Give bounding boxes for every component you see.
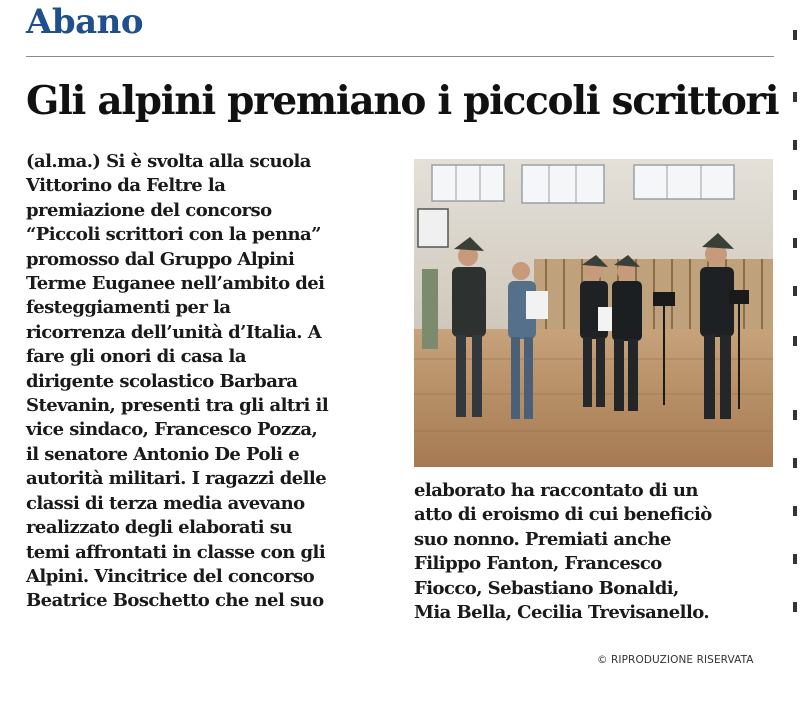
text-fragment xyxy=(793,602,797,612)
body-line: Stevanin, presenti tra gli altri il xyxy=(26,395,329,417)
section-label: Abano xyxy=(26,2,144,42)
body-line: dirigente scolastico Barbara xyxy=(26,370,298,392)
text-fragment xyxy=(793,336,797,346)
body-line: fare gli onori di casa la xyxy=(26,346,246,368)
body-line: Terme Euganee nell’ambito dei xyxy=(26,273,325,295)
body-line: il senatore Antonio De Poli e xyxy=(26,443,300,465)
body-line: Fiocco, Sebastiano Bonaldi, xyxy=(414,577,679,599)
adjacent-column-fragment xyxy=(793,0,801,725)
text-fragment xyxy=(793,410,797,420)
section-divider xyxy=(26,56,774,57)
article-column-2 xyxy=(414,479,779,625)
body-line: promosso dal Gruppo Alpini xyxy=(26,248,295,270)
body-line: temi affrontati in classe con gli xyxy=(26,541,326,563)
body-line: Alpini. Vincitrice del concorso xyxy=(26,565,315,587)
body-line: autorità militari. I ragazzi delle xyxy=(26,468,327,490)
text-fragment xyxy=(793,140,797,150)
body-line: (al.ma.) Si è svolta alla scuola xyxy=(26,151,311,172)
body-line: Filippo Fanton, Francesco xyxy=(414,553,662,575)
body-line: realizzato degli elaborati su xyxy=(26,517,292,539)
body-line: premiazione del concorso xyxy=(26,199,272,221)
text-fragment xyxy=(793,506,797,516)
text-fragment xyxy=(793,92,797,102)
body-line: atto di eroismo di cui beneficiò xyxy=(414,504,712,526)
article-photo xyxy=(414,159,773,467)
body-line: classi di terza media avevano xyxy=(26,492,305,514)
text-fragment xyxy=(793,554,797,564)
text-fragment xyxy=(793,286,797,296)
text-fragment xyxy=(793,190,797,200)
copyright-notice: © RIPRODUZIONE RISERVATA xyxy=(597,654,754,666)
article-column-1 xyxy=(26,150,401,614)
body-line: Vittorino da Feltre la xyxy=(26,175,226,197)
body-line: suo nonno. Premiati anche xyxy=(414,528,671,550)
gym-ceremony-illustration xyxy=(414,159,773,467)
text-fragment xyxy=(793,458,797,468)
text-fragment xyxy=(793,30,797,40)
body-line: festeggiamenti per la xyxy=(26,297,231,319)
body-line: ricorrenza dell’unità d’Italia. A xyxy=(26,321,322,343)
body-line: Mia Bella, Cecilia Trevisanello. xyxy=(414,602,710,624)
headline: Gli alpini premiano i piccoli scrittori xyxy=(26,78,779,124)
body-line: elaborato ha raccontato di un xyxy=(414,480,698,501)
body-line: vice sindaco, Francesco Pozza, xyxy=(26,419,318,441)
body-line: “Piccoli scrittori con la penna” xyxy=(26,224,321,246)
body-line: Beatrice Boschetto che nel suo xyxy=(26,590,324,612)
text-fragment xyxy=(793,238,797,248)
